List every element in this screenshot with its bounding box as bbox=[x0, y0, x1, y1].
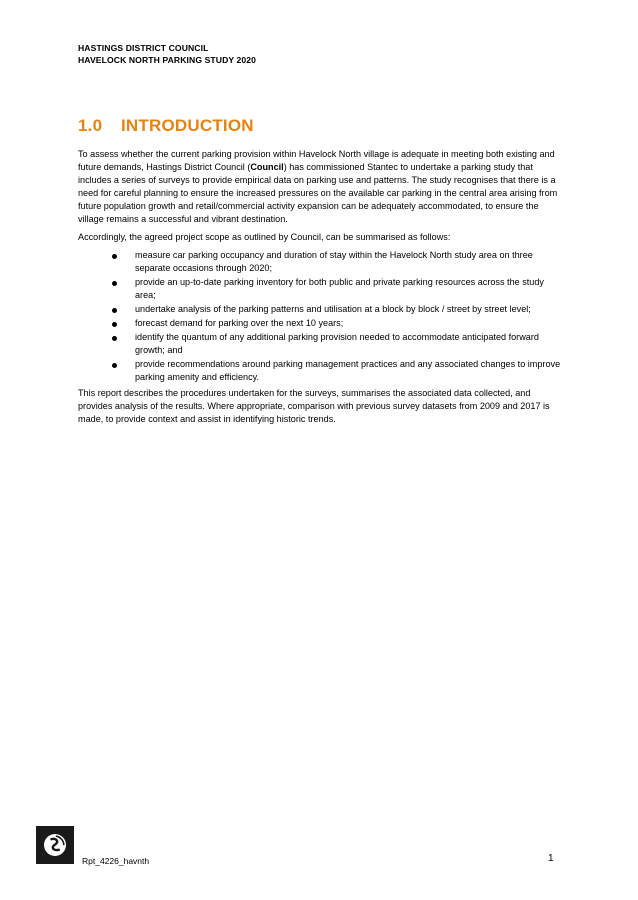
report-reference: Rpt_4226_havnth bbox=[82, 856, 150, 866]
section-heading bbox=[78, 116, 254, 136]
list-item bbox=[78, 331, 564, 357]
section-number: 1.0 bbox=[78, 116, 103, 135]
list-item-text: provide recommendations around parking management practices and any associated changes to improve parking amenity and efficiency. bbox=[135, 359, 561, 382]
list-item bbox=[78, 249, 564, 275]
list-item bbox=[78, 303, 564, 316]
page-number: 1 bbox=[548, 853, 554, 864]
intro-paragraph bbox=[78, 148, 564, 226]
scope-intro-paragraph: Accordingly, the agreed project scope as outlined by Council, can be summarised as follows: bbox=[78, 232, 451, 242]
section-body bbox=[78, 148, 564, 431]
list-item bbox=[78, 276, 564, 302]
bullet-icon bbox=[112, 281, 117, 286]
report-summary-paragraph: This report describes the procedures undertaken for the surveys, summarises the associated data collected, and provides analysis of the results. Where appropriate, comparison with previous survey datasets from 2009 and 2017 is made, to provide context and assist in identifying historic trends. bbox=[78, 388, 550, 424]
header-report-title: HAVELOCK NORTH PARKING STUDY 2020 bbox=[78, 55, 257, 65]
intro-paragraph-end: ) has commissioned Stantec to undertake a parking study that includes a series of surveys to provide empirical data on parking use and patterns. The study recognises that there is a need for careful planning to ensure the increased pressures on the available car parking in the central area arising from future population growth and retail/commercial activity expansion can be adequately accommodated, to ensure the village remains a successful and vibrant destination. bbox=[78, 162, 558, 224]
section-title: INTRODUCTION bbox=[121, 116, 254, 135]
list-item-text: undertake analysis of the parking patterns and utilisation at a block by block / street by street level; bbox=[135, 304, 531, 314]
intro-paragraph-start: To assess whether the current parking provision within Havelock North village is adequate in meeting both existing and future demands, Hastings District Council ( bbox=[78, 149, 555, 172]
list-item-text: identify the quantum of any additional parking provision needed to accommodate anticipated forward growth; and bbox=[135, 332, 539, 355]
list-item-text: forecast demand for parking over the next 10 years; bbox=[135, 318, 344, 328]
bullet-icon bbox=[112, 363, 117, 368]
list-item-text: measure car parking occupancy and duration of stay within the Havelock North study area on three separate occasions through 2020; bbox=[135, 250, 533, 273]
council-term: Council bbox=[250, 162, 284, 172]
document-header bbox=[78, 42, 256, 66]
list-item-text: provide an up-to-date parking inventory for both public and private parking resources across the study area; bbox=[135, 277, 544, 300]
scope-list bbox=[78, 249, 564, 384]
bullet-icon bbox=[112, 254, 117, 259]
bullet-icon bbox=[112, 308, 117, 313]
bullet-icon bbox=[112, 336, 117, 341]
bullet-icon bbox=[112, 322, 117, 327]
list-item bbox=[78, 358, 564, 384]
stantec-logo-icon bbox=[36, 826, 74, 864]
header-organisation: HASTINGS DISTRICT COUNCIL bbox=[78, 43, 209, 53]
list-item bbox=[78, 317, 564, 330]
